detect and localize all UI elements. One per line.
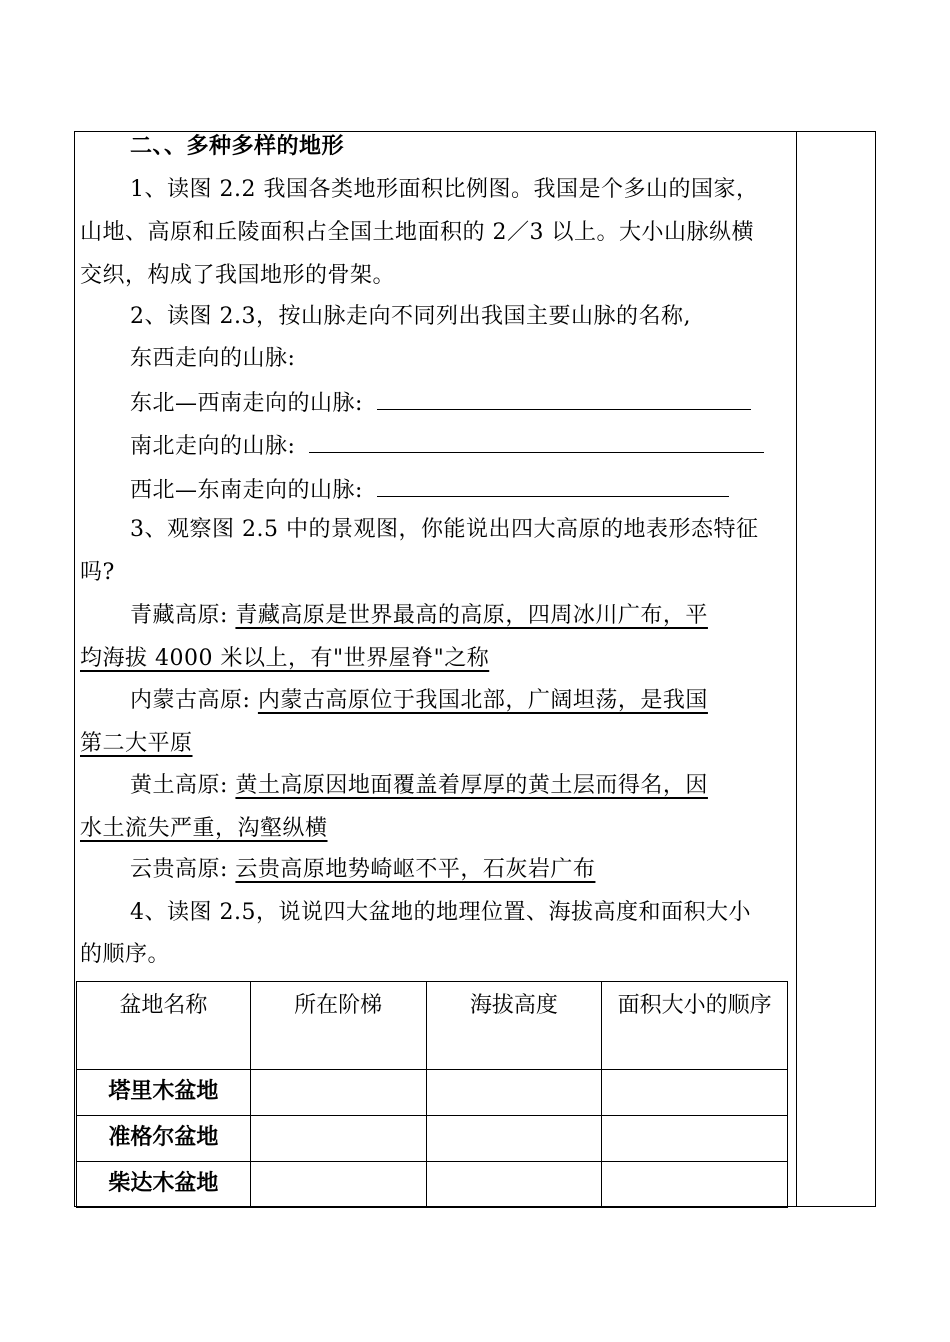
step-cell[interactable]: [250, 1116, 426, 1162]
yungui-label: 云贵高原:: [130, 857, 228, 882]
step-cell[interactable]: [250, 1162, 426, 1208]
section-title: 二、、多种多样的地形: [130, 133, 345, 159]
basin-name-cell: 柴达木盆地: [77, 1162, 251, 1208]
q1-line1: 1、读图 2.2 我国各类地形面积比例图。我国是个多山的国家，: [130, 177, 759, 202]
step-cell[interactable]: [250, 1070, 426, 1116]
area-order-cell[interactable]: [602, 1070, 788, 1116]
area-order-cell[interactable]: [602, 1116, 788, 1162]
q4-line1: 4、读图 2.5，说说四大盆地的地理位置、海拔高度和面积大小: [130, 900, 751, 925]
q4-line2: 的顺序。: [80, 942, 171, 967]
q2-nesw-label: 东北—西南走向的山脉:: [130, 391, 363, 416]
right-margin-divider: [796, 131, 797, 1207]
q2-ns-answer-blank[interactable]: [309, 430, 764, 453]
q1-line2: 山地、高原和丘陵面积占全国土地面积的 2／3 以上。大小山脉纵横: [80, 220, 754, 245]
q2-ns-row: [130, 430, 764, 462]
header-step: 所在阶梯: [250, 982, 426, 1070]
area-order-cell[interactable]: [602, 1162, 788, 1208]
table-row: [77, 1162, 788, 1208]
q2-nwse-row: [130, 474, 729, 506]
q2-intro: 2、读图 2.3，按山脉走向不同列出我国主要山脉的名称,: [130, 304, 691, 329]
header-altitude: 海拔高度: [426, 982, 602, 1070]
neimenggu-row: [130, 686, 708, 716]
q2-nesw-row: [130, 387, 751, 419]
altitude-cell[interactable]: [426, 1070, 602, 1116]
q2-nesw-answer-blank[interactable]: [377, 387, 751, 410]
q3-line2: 吗?: [80, 560, 115, 585]
basin-name-cell: 塔里木盆地: [77, 1070, 251, 1116]
huangtu-answer-2: 水土流失严重，沟壑纵横: [80, 816, 328, 841]
basin-table: [76, 981, 788, 1208]
header-basin-name: 盆地名称: [77, 982, 251, 1070]
neimenggu-label: 内蒙古高原:: [130, 688, 251, 713]
qingzang-row: [130, 601, 708, 631]
q3-line1: 3、观察图 2.5 中的景观图，你能说出四大高原的地表形态特征: [130, 517, 759, 542]
qingzang-label: 青藏高原:: [130, 603, 228, 628]
header-area-order: 面积大小的顺序: [602, 982, 788, 1070]
table-row: [77, 1116, 788, 1162]
q2-nwse-answer-blank[interactable]: [377, 474, 729, 497]
altitude-cell[interactable]: [426, 1162, 602, 1208]
yungui-row: [130, 855, 595, 885]
huangtu-row: [130, 771, 708, 801]
q2-ew-label: 东西走向的山脉:: [130, 346, 296, 371]
neimenggu-answer-1: 内蒙古高原位于我国北部，广阔坦荡，是我国: [257, 688, 708, 713]
q1-line3: 交织，构成了我国地形的骨架。: [80, 263, 396, 288]
basin-name-cell: 准格尔盆地: [77, 1116, 251, 1162]
qingzang-answer-2: 均海拔 4000 米以上，有"世界屋脊"之称: [80, 646, 490, 671]
yungui-answer-1: 云贵高原地势崎岖不平，石灰岩广布: [235, 857, 596, 882]
q2-ns-label: 南北走向的山脉:: [130, 434, 296, 459]
huangtu-answer-1: 黄土高原因地面覆盖着厚厚的黄土层而得名，因: [235, 773, 708, 798]
huangtu-label: 黄土高原:: [130, 773, 228, 798]
neimenggu-answer-2: 第二大平原: [80, 731, 193, 756]
table-row: [77, 1070, 788, 1116]
basin-table-header: [77, 982, 788, 1070]
altitude-cell[interactable]: [426, 1116, 602, 1162]
q2-nwse-label: 西北—东南走向的山脉:: [130, 478, 363, 503]
qingzang-answer-1: 青藏高原是世界最高的高原，四周冰川广布，平: [235, 603, 708, 628]
